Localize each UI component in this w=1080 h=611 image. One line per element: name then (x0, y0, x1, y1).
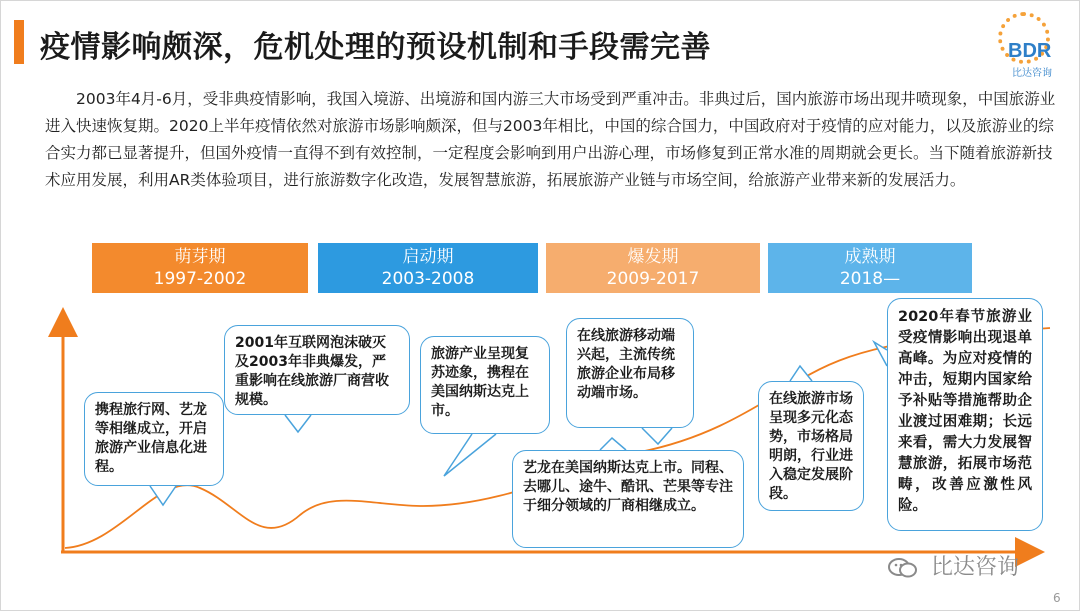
phase-name: 萌芽期 (174, 247, 226, 267)
phase-name: 成熟期 (844, 247, 896, 267)
logo-text: BDR (1008, 40, 1052, 62)
callout-dotcom-sars: 2001年互联网泡沫破灭及2003年非典爆发，严重影响在线旅游厂商营收规模。 (224, 325, 410, 415)
logo-subtitle: 比达咨询 (1012, 68, 1052, 79)
callout-diversified: 在线旅游市场呈现多元化态势，市场格局明朗，行业进入稳定发展阶段。 (758, 381, 864, 511)
callout-tail (600, 438, 626, 450)
callout-tail (874, 342, 887, 366)
callout-tail (444, 434, 496, 476)
phase-name: 启动期 (402, 247, 454, 267)
page-number: 6 (1053, 591, 1061, 605)
callout-elong-ipo: 艺龙在美国纳斯达克上市。同程、去哪儿、途牛、酷讯、芒果等专注于细分领域的厂商相继成立。 (512, 450, 744, 548)
wechat-watermark (888, 550, 1019, 581)
slide-title: 疫情影响颇深，危机处理的预设机制和手段需完善 (40, 30, 711, 65)
callout-tail (285, 415, 311, 432)
callout-tail (150, 486, 176, 505)
callout-budding: 携程旅行网、艺龙等相继成立，开启旅游产业信息化进程。 (84, 392, 224, 486)
callout-recovery: 旅游产业呈现复苏迹象，携程在美国纳斯达克上市。 (420, 336, 550, 434)
phase-name: 爆发期 (627, 247, 679, 267)
phase-years: 2018— (839, 269, 901, 289)
callout-tail (642, 428, 672, 444)
callout-mobile: 在线旅游移动端兴起，主流传统旅游企业布局移动端市场。 (566, 318, 694, 428)
phase-years: 1997-2002 (153, 269, 247, 289)
wechat-icon (888, 557, 918, 579)
callout-2020-covid: 2020年春节旅游业受疫情影响出现退单高峰。为应对疫情的冲击，短期内国家给予补贴等措施帮助企业渡过困难期；长远来看，需大力发展智慧旅游，拓展市场范畴，改善应激性风险。 (887, 298, 1043, 531)
callout-tail (790, 366, 812, 381)
intro-paragraph: 2003年4月-6月，受非典疫情影响，我国入境游、出境游和国内游三大市场受到严重冲击。非典过后，国内旅游市场出现井喷现象，中国旅游业进入快速恢复期。2020上半年疫情依然对旅游市场影响颇深，但与2003年相比，中国的综合国力，中国政府对于疫情的应对能力，以及旅游业的综合实力都已显著提升，但国外疫情一直得不到有效控制，一定程度会影响到用户出游心理，市场修复到正常水准的周期就会更长。当下随着旅游新技术应用发展，利用AR类体验项目，进行旅游数字化改造，发展智慧旅游，拓展旅游产业链与市场空间，给旅游产业带来新的发展活力。 (45, 90, 1056, 189)
watermark-text: 比达咨询 (931, 555, 1020, 580)
phase-years: 2009-2017 (606, 269, 700, 289)
phase-years: 2003-2008 (381, 269, 475, 289)
